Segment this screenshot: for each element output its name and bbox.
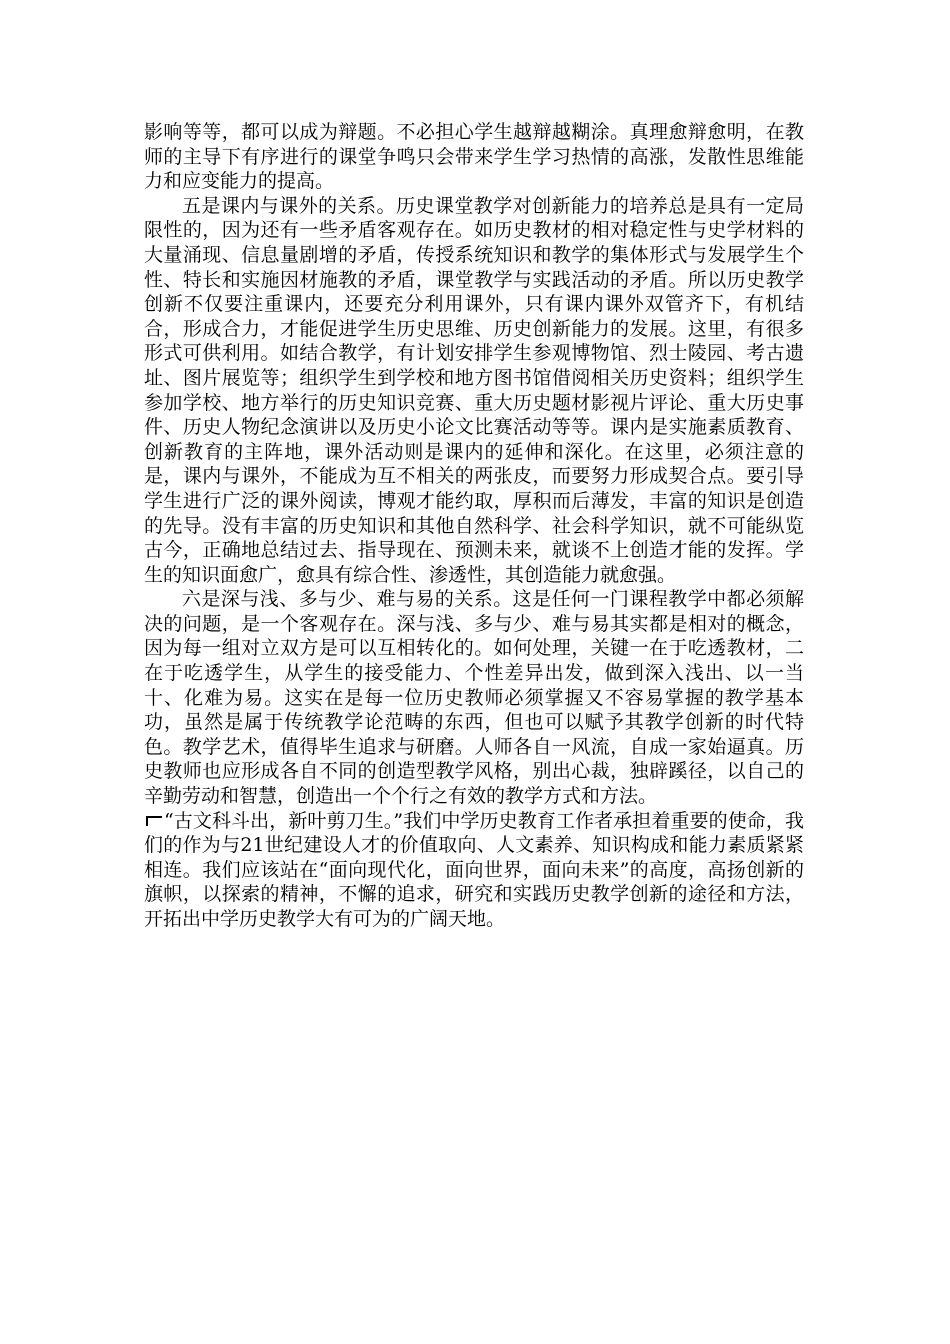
section-mark-icon	[146, 816, 162, 826]
document-page	[144, 120, 804, 932]
paragraph-fifth-relationship: 五是课内与课外的关系。历史课堂教学对创新能力的培养总是具有一定局限性的，因为还有一些矛盾客观存在。如历史教材的相对稳定性与史学材料的大量涌现、信息量剧增的矛盾，传授系统知识和教学的集体形式与发展学生个性、特长和实施因材施教的矛盾，课堂教学与实践活动的矛盾。所以历史教学创新不仅要注重课内，还要充分利用课外，只有课内课外双管齐下，有机结合，形成合力，才能促进学生历史思维、历史创新能力的发展。这里，有很多形式可供利用。如结合教学，有计划安排学生参观博物馆、烈士陵园、考古遗址、图片展览等；组织学生到学校和地方图书馆借阅相关历史资料；组织学生参加学校、地方举行的历史知识竞赛、重大历史题材影视片评论、重大历史事件、历史人物纪念演讲以及历史小论文比赛活动等等。课内是实施素质教育、创新教育的主阵地，课外活动则是课内的延伸和深化。在这里，必须注意的是，课内与课外，不能成为互不相关的两张皮，而要努力形成契合点。要引导学生进行广泛的课外阅读，博观才能约取，厚积而后薄发，丰富的知识是创造的先导。没有丰富的历史知识和其他自然科学、社会科学知识，就不可能纵览古今，正确地总结过去、指导现在、预测未来，就谈不上创造才能的发挥。学生的知识面愈广，愈具有综合性、渗透性，其创造能力就愈强。	[144, 194, 804, 586]
paragraph-sixth-relationship: 六是深与浅、多与少、难与易的关系。这是任何一门课程教学中都必须解决的问题，是一个客观存在。深与浅、多与少、难与易其实都是相对的概念，因为每一组对立双方是可以互相转化的。如何处理，关键一在于吃透教材，二在于吃透学生，从学生的接受能力、个性差异出发，做到深入浅出、以一当十、化难为易。这实在是每一位历史教师必须掌握又不容易掌握的教学基本功，虽然是属于传统教学论范畴的东西，但也可以赋予其教学创新的时代特色。教学艺术，值得毕生追求与研磨。人师各自一风流，自成一家始逼真。历史教师也应形成各自不同的创造型教学风格，别出心裁，独辟蹊径，以自己的辛勤劳动和智慧，创造出一个个行之有效的教学方式和方法。	[144, 588, 804, 808]
paragraph-conclusion	[144, 809, 804, 932]
paragraph-continuation: 影响等等，都可以成为辩题。不必担心学生越辩越糊涂。真理愈辩愈明，在教师的主导下有序进行的课堂争鸣只会带来学生学习热情的高涨，发散性思维能力和应变能力的提高。	[144, 121, 804, 193]
paragraph-conclusion-text: “古文科斗出，新叶剪刀生。”我们中学历史教育工作者承担着重要的使命，我们的作为与21世纪建设人才的价值取向、人文素养、知识构成和能力素质紧紧相连。我们应该站在“面向现代化，面向世界，面向未来”的高度，高扬创新的旗帜，以探索的精神，不懈的追求，研究和实践历史教学创新的途径和方法，开拓出中学历史教学大有可为的广阔天地。	[144, 809, 804, 930]
